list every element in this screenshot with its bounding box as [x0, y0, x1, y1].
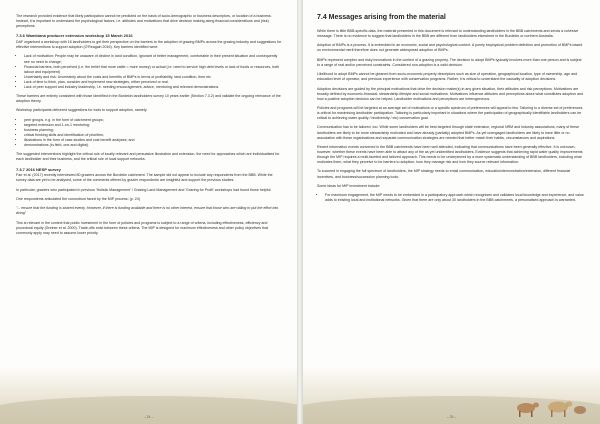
investment-ideas-list [317, 193, 585, 203]
list-item: • Lack of peer support and industry leadership, i.e. needing encouragement, advice, mentoring and relevant demonstrations. [24, 85, 284, 90]
messages-paragraph-4: Likelihood to adopt BMPs cannot be gleaned from socio-economic property descriptors such as size of operation, geographical location, type of ownership, age and education level of operator, and previous experience with conservation programs. Rather, it is critical to understand the causality of adoption decisions. [317, 72, 578, 82]
list-item: • peer groups, e.g. in the form of catchment groups; [24, 118, 284, 123]
list-item: • critical thinking skills and identification of priorities; [24, 133, 284, 138]
left-page-column [16, 14, 284, 240]
intro-paragraph: The research provided evidence that likely participation cannot be predicted on the basis of socio-demographic or business descriptors, or location of a business. Instead, it is important to understand the psychological factors, i.e. attitudes and motivations that drive decision making along financial considerations and (risk) perceptions. [16, 14, 272, 29]
section-7-3-6-heading: 7.3.6 Wambiana producer extension workshop 15 March 2016 [16, 33, 133, 39]
tools-intro-paragraph: Workshop participants delivered suggestions for tools to support adoption, namely: [16, 108, 148, 113]
list-item: • Financial barriers, both perceived (i.e. the belief that more cattle = more money) or actual (i.e. need to service high debt levels or lack of funds or resources, both labour and equipment) [24, 65, 284, 75]
list-item: • targeted extension and 1-on-1 mentoring; [24, 123, 284, 128]
messages-paragraph-8: Recent information events convened in the BBB catchments have been well attended, indicating that communications have been generally effective. It is unknown, however, whether these events have been able to attract any of the as yet unidentified landholders. Evidence suggests that achieving rapid water quality improvements through the MIP requires a multi-faceted and tailored approach. This needs to be underpinned by a more systematic understanding of BBB landholders, including what motivates them, what they perceive to be barriers to adoption, how they manage risk and how they source relevant information. [317, 144, 583, 165]
messages-paragraph-6: Policies and programs will be targeted at an average set of motivations or a specific spectrum of preferences will appeal to few. Tailoring to a diverse set of preferences is critical for maximising landholder participation. Tailoring is particularly important in situations where the participation of geographically identifiable landholders can be critical to achieving water quality / biodiversity / etc) conservation goal. [317, 105, 583, 121]
closing-paragraph: This is relevant in the context that public investment in the form of policies and programs is subject to a range of criteria, including effectiveness, efficiency and procedural equity (Greiner et al. 2000). Trade-offs exist between these criteria. The MIP is designed for maximum effectiveness and other policy objectives that commonly apply may need to assume lower priority. [16, 220, 269, 235]
tools-list [16, 118, 284, 149]
messages-paragraph-3: BMPs represent complex and risky innovations in the context of a grazing property. The decision to adopt BMPs typically involves more than one person and is subject to a range of real and/or perceived constraints. Considered non-adoption is a valid decision. [317, 57, 582, 67]
section-7-4-heading: 7.4 Messages arising from the material [317, 14, 446, 21]
left-page [0, 0, 297, 424]
section-7-3-7-heading: 7.3.7 2016 NESP survey [16, 166, 61, 172]
list-item: • Uncertainty and risk: Uncertainty about the costs and benefits of BMPs in terms of profitability, land condition, time etc [24, 75, 284, 80]
interventions-paragraph: The suggested interventions highlight the critical role of locally relevant and persuasive illustration and extension, the need for approaches which are individualised for each landholder and their business, and the critical role of local support networks. [16, 152, 280, 162]
messages-paragraph-2: Adoption of BMPs is a process. It is embedded in an economic, social and psychological context. A purely biophysical problem definition and promotion of BMPs based on environmental merit therefore does not generate widespread adoption of BMPs. [317, 43, 583, 53]
list-item: • business planning; [24, 128, 284, 133]
messages-paragraph-1: While there is little BBB-specific data, the material presented in this document is relevant to understanding landholders in the BBB catchments and sends a cohesive message. There is no evidence to suggest that landholders in the BBB are different from landholders elsewhere in the Burdekin or northern Australia. [317, 29, 579, 39]
right-page-column [317, 14, 585, 207]
list-item: • Lack of time to think, plan, consider and implement new strategies, either perceived or real. [24, 80, 284, 85]
nesp-paragraph-3: One respondents articulated the conundrum faced by the MIP process: (p. 24) [16, 196, 140, 201]
respondent-quote: "... ensure that the funding is shared evenly. However, if there is funding available and there is no other interest, ensure that those who are willing to put the effort into doing" [16, 206, 279, 216]
messages-paragraph-10: Some ideas for MIP investment include: [317, 183, 381, 188]
barriers-conclusion-paragraph: These barriers are entirely consistent with those identified in the Burdekin landholders survey 10 years earlier (Section 7.3.2) and validate the ongoing relevance of the adoption theory. [16, 94, 281, 104]
messages-paragraph-7: Communication has to be tailored, too. While some landholders will be best targeted through state extension, regional NRM and industry associations, many of these landholders are likely to be more stewardship motivated and have already (partially) adopted BMPs. As yet unengaged landholders are likely to have little or no association with these organisations and separate communication strategies are needed that better match their habits, circumstances and aspirations. [317, 125, 580, 140]
list-item: • Lack of motivation: People may be unaware of decline in land condition, ignorant of better management, comfortable in their present situation and consequently see no need to change; [24, 54, 284, 64]
list-item: • illustrations in the form of case studies and cost benefit analyses; and [24, 138, 284, 143]
workshop-intro-paragraph: DAF organised a workshop with 16 landholders to get their perspective on the barriers to the adoption of grazing BMPs across the grazing industry and suggestions for effective interventions to support adoption (O'Reagain 2016). Key barriers identified were: [16, 40, 282, 50]
barriers-list [16, 54, 284, 90]
messages-paragraph-9: To succeed in engaging the full spectrum of landholders, the MIP strategy needs to entail communication, education/demonstration/extension, different financial incentives, and business/succession planning tools. [317, 169, 571, 179]
page-number-left: – 24 – [143, 415, 154, 419]
messages-paragraph-5: Adoption decisions are guided by the principal motivations that drive the decision maker(s) in any given situation, their attitudes and risk perceptions. Motivations are broadly defined by economic-financial, stewardship-lifestyle and social motivations. Motivations influence attitudes and perceptions about what constitutes adoption and how a positive adoption decision can be helped. Landholder motivations and perceptions are heterogeneous. [317, 86, 584, 101]
nesp-paragraph-2: In particular, graziers who participated in previous 'Holistic Management' / Grazing Land Management and 'Grazing for Profit' workshops had found those helpful. [16, 187, 272, 192]
list-item: • For maximum engagement, the MIP needs to be embedded in a participatory approach which recognises and validates local knowledge and experience, and value adds to existing local and institutional networks. Given that there are only about 30 landholders in the BBB catchments, a personalised approach is warranted. [325, 193, 585, 203]
nesp-paragraph-1: Farr et al. (2017) recently interviewed 80 graziers across the Burdekin catchment. The sample did not appear to include any respondents from the BBB. While the survey data are yet to be analysed, some of the comments offered by grazier respondents are insightful and support the previous studies. [16, 173, 273, 183]
right-page [303, 0, 600, 424]
cattle-illustration [508, 388, 588, 418]
page-number-right: – 25 – [446, 415, 457, 419]
list-item: • demonstrations (in-field, one-and digital). [24, 143, 284, 148]
